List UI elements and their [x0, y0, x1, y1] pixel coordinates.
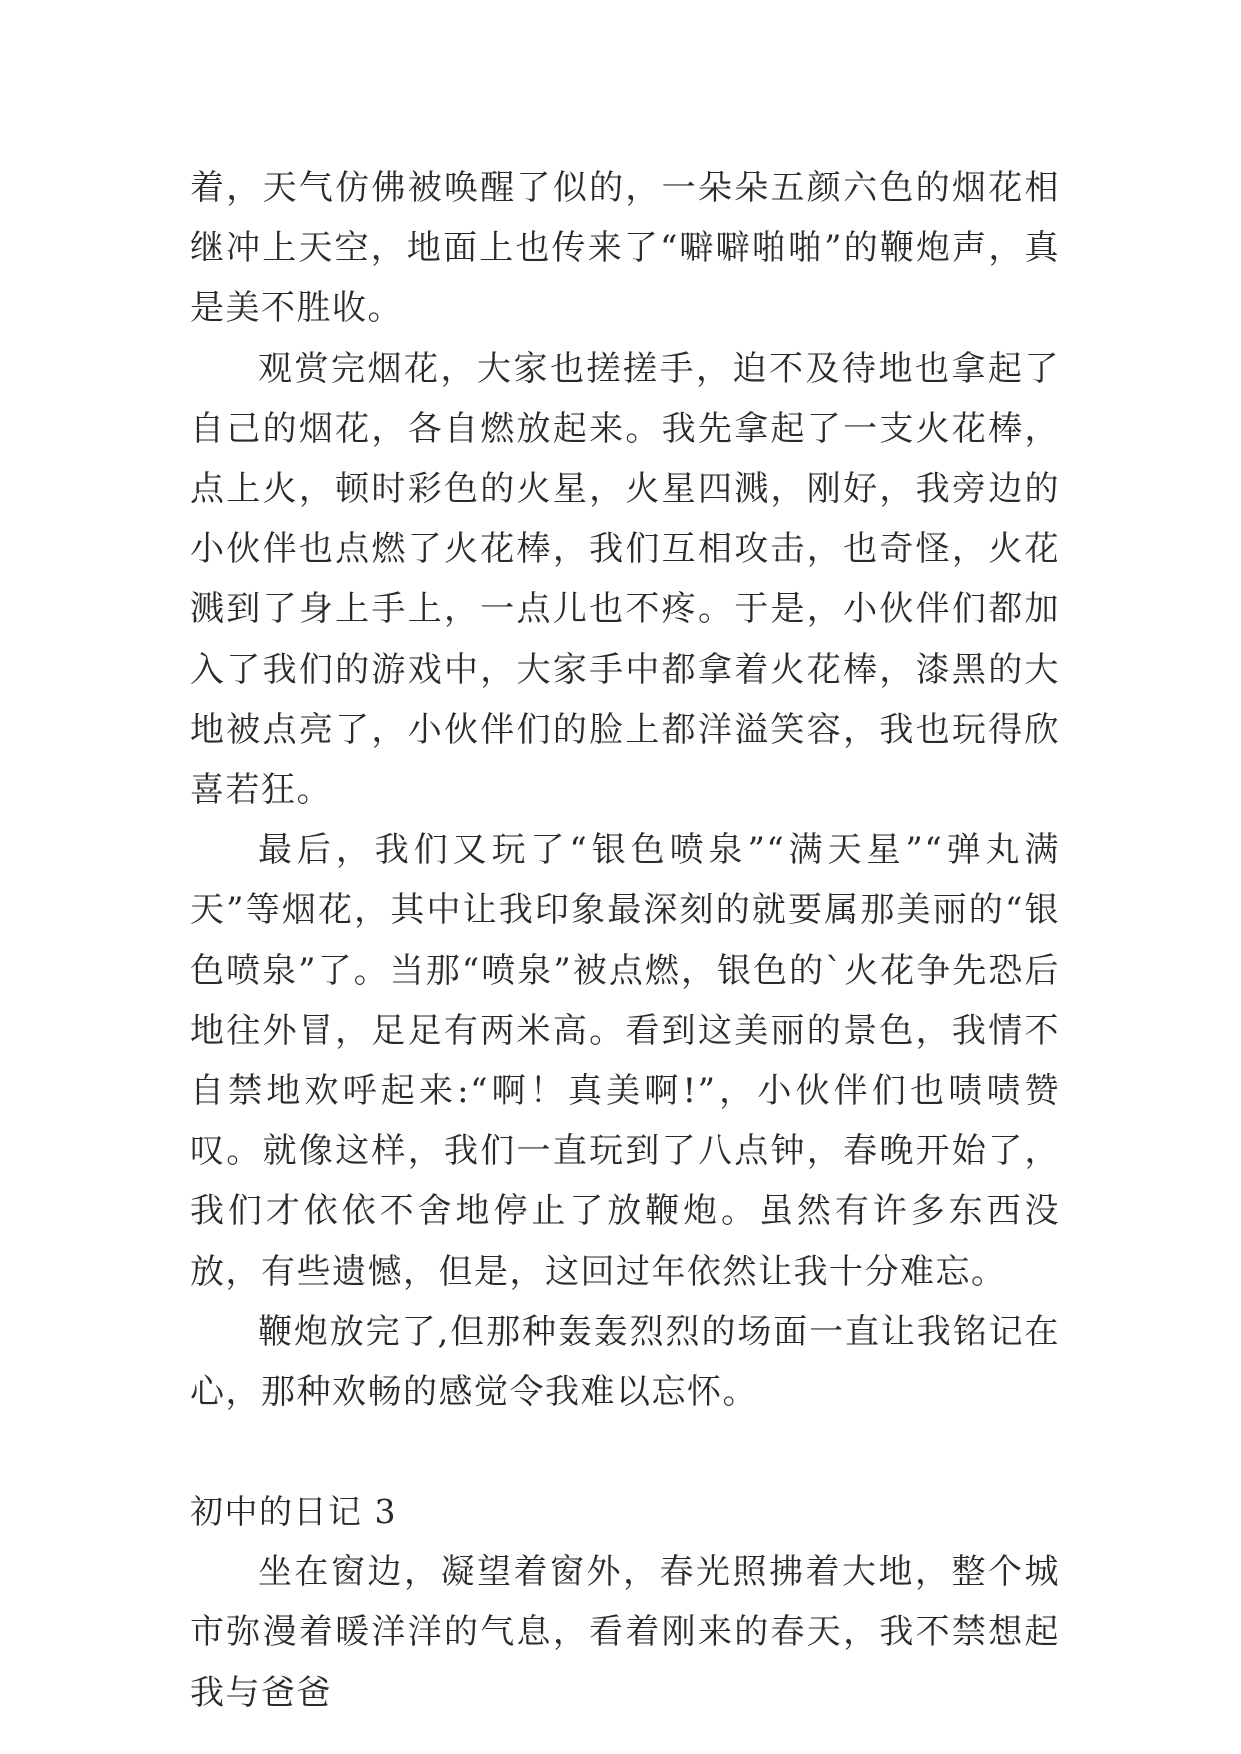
document-body — [190, 158, 1060, 1723]
paragraph-5: 坐在窗边，凝望着窗外，春光照拂着大地，整个城市弥漫着暖洋洋的气息，看着刚来的春天，我不禁想起我与爸爸 — [190, 1552, 1060, 1713]
paragraph-3: 最后，我们又玩了“银色喷泉”“满天星”“弹丸满天”等烟花，其中让我印象最深刻的就要属那美丽的“银色喷泉”了。当那“喷泉”被点燃，银色的`火花争先恐后地往外冒，足足有两米高。看到这美丽的景色，我情不自禁地欢呼起来:“啊！真美啊!”，小伙伴们也啧啧赞叹。就像这样，我们一直玩到了八点钟，春晚开始了，我们才依依不舍地停止了放鞭炮。虽然有许多东西没放，有些遗憾，但是，这回过年依然让我十分难忘。 — [190, 830, 1060, 1292]
section-heading: 初中的日记 3 — [190, 1492, 397, 1532]
paragraph-1: 着，天气仿佛被唤醒了似的，一朵朵五颜六色的烟花相继冲上天空，地面上也传来了“噼噼啪啪”的鞭炮声，真是美不胜收。 — [190, 168, 1060, 329]
paragraph-2: 观赏完烟花，大家也搓搓手，迫不及待地也拿起了自己的烟花，各自燃放起来。我先拿起了一支火花棒，点上火，顿时彩色的火星，火星四溅，刚好，我旁边的小伙伴也点燃了火花棒，我们互相攻击，也奇怪，火花溅到了身上手上，一点儿也不疼。于是，小伙伴们都加入了我们的游戏中，大家手中都拿着火花棒，漆黑的大地被点亮了，小伙伴们的脸上都洋溢笑容，我也玩得欣喜若狂。 — [190, 348, 1060, 811]
paragraph-4: 鞭炮放完了,但那种轰轰烈烈的场面一直让我铭记在心，那种欢畅的感觉令我难以忘怀。 — [190, 1311, 1060, 1413]
